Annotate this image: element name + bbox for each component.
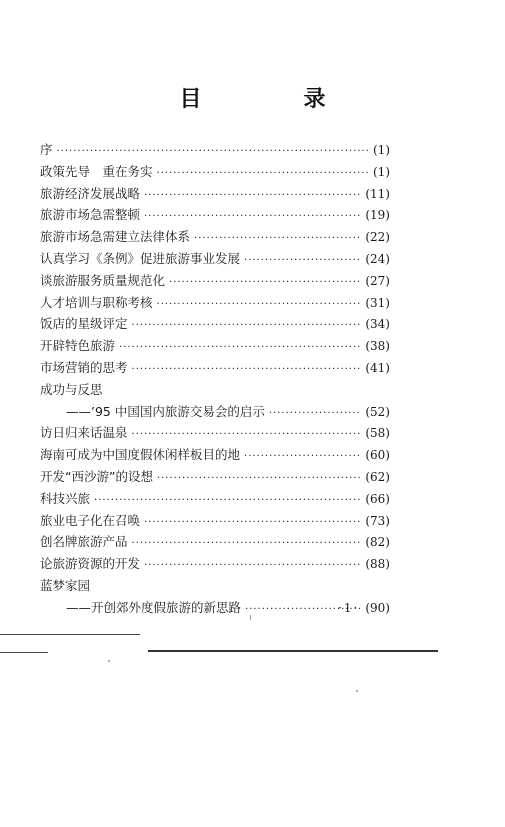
- toc-entry-title: ——开创郊外度假旅游的新思路: [66, 599, 242, 615]
- toc-leader-dots: [244, 451, 361, 462]
- toc-entry-title: 海南可成为中国度假休闲样板目的地: [40, 447, 241, 463]
- toc-entry: [40, 336, 390, 358]
- toc-entry-page: (90): [365, 600, 390, 615]
- toc-entry-title: 旅游市场急需整顿: [40, 207, 141, 223]
- toc-entry-title: 科技兴旅: [40, 490, 91, 506]
- toc-entry-page: (31): [365, 295, 390, 310]
- toc-entry: [40, 423, 390, 445]
- toc-entry: [40, 554, 390, 576]
- toc-entry-title: 序: [40, 142, 53, 157]
- toc-entry-page: (73): [365, 513, 390, 528]
- toc-entry-page: (66): [365, 491, 390, 506]
- toc-entry-page: (24): [365, 251, 390, 266]
- toc-entry: [40, 227, 390, 249]
- toc-entry-page: (34): [365, 317, 390, 332]
- toc-leader-dots: [57, 146, 369, 157]
- toc-entry: [40, 467, 390, 489]
- toc-entry: [40, 511, 390, 533]
- toc-entry-title: 访日归来话温泉: [40, 425, 128, 441]
- toc-entry-title: 创名牌旅游产品: [40, 534, 128, 550]
- toc-leader-dots: [132, 320, 362, 331]
- toc-entry-page: (41): [365, 360, 390, 375]
- toc-entry-page: (60): [365, 448, 390, 463]
- scan-speck: [108, 660, 110, 662]
- toc-leader-dots: [132, 429, 362, 440]
- toc-entry-title: 开发“西沙游”的设想: [40, 468, 153, 484]
- toc-leader-dots: [157, 473, 361, 484]
- toc-entry-title: 市场营销的思考: [40, 359, 128, 375]
- toc-entry: [40, 576, 390, 598]
- toc-entry-title: 饭店的星级评定: [40, 316, 128, 332]
- toc-entry: [40, 532, 390, 554]
- toc-entry-title: 谈旅游服务质量规范化: [40, 272, 166, 288]
- toc-entry-title: 蓝梦家园: [40, 577, 91, 593]
- table-of-contents: [40, 140, 390, 620]
- toc-entry-page: (27): [365, 273, 390, 288]
- toc-entry-title: 成功与反思: [40, 381, 103, 397]
- toc-leader-dots: [157, 299, 362, 310]
- toc-entry-page: (82): [365, 535, 390, 550]
- scan-speck: [356, 690, 358, 692]
- toc-entry-page: (62): [365, 469, 390, 484]
- toc-entry-page: (1): [373, 143, 390, 157]
- scan-speck: [250, 615, 251, 620]
- toc-leader-dots: [194, 233, 361, 244]
- toc-leader-dots: [244, 255, 361, 266]
- toc-entry-title: 旅游经济发展战略: [40, 185, 141, 201]
- toc-entry: [40, 314, 390, 336]
- toc-entry: [40, 293, 390, 315]
- toc-entry: [40, 445, 390, 467]
- toc-leader-dots: [144, 190, 361, 201]
- toc-entry-title: ——’95 中国国内旅游交易会的启示: [66, 403, 265, 419]
- scan-rule-left: [0, 634, 140, 635]
- scan-rule-short: [0, 652, 48, 653]
- toc-entry-page: (1): [373, 164, 390, 179]
- toc-leader-dots: [132, 364, 362, 375]
- toc-entry: [40, 249, 390, 271]
- page-number: ·1·: [338, 601, 360, 615]
- scan-rule-right: [148, 650, 438, 652]
- toc-entry-page: (52): [365, 404, 390, 419]
- toc-entry-page: (38): [365, 339, 390, 354]
- toc-entry: [40, 380, 390, 402]
- toc-entry-title: 人才培训与职称考核: [40, 294, 153, 310]
- toc-leader-dots: [132, 538, 362, 549]
- toc-entry: [40, 271, 390, 293]
- toc-entry-page: (88): [365, 557, 390, 572]
- toc-leader-dots: [94, 495, 361, 506]
- toc-entry: [40, 205, 390, 227]
- toc-entry-page: (22): [365, 230, 390, 245]
- toc-entry-title: 开辟特色旅游: [40, 338, 116, 354]
- toc-entry-title: 认真学习《条例》促进旅游事业发展: [40, 250, 241, 266]
- toc-entry-page: (58): [365, 426, 390, 441]
- toc-leader-dots: [144, 560, 361, 571]
- toc-entry: [40, 184, 390, 206]
- toc-leader-dots: [169, 277, 361, 288]
- toc-leader-dots: [144, 517, 361, 528]
- toc-entry: [40, 140, 390, 162]
- toc-entry: [40, 162, 390, 184]
- toc-entry-page: (11): [365, 186, 390, 201]
- toc-entry: [40, 402, 390, 424]
- page-title: 目 录: [179, 87, 366, 112]
- toc-entry-page: (19): [365, 208, 390, 223]
- toc-entry-title: 旅业电子化在召唤: [40, 512, 141, 528]
- toc-leader-dots: [157, 168, 369, 179]
- toc-entry: [40, 358, 390, 380]
- toc-entry-title: 政策先导 重在务实: [40, 163, 153, 179]
- toc-leader-dots: [144, 211, 361, 222]
- toc-leader-dots: [119, 342, 361, 353]
- toc-entry: [40, 489, 390, 511]
- toc-leader-dots: [269, 408, 362, 419]
- toc-entry-title: 旅游市场急需建立法律体系: [40, 229, 191, 245]
- toc-entry-title: 论旅游资源的开发: [40, 556, 141, 572]
